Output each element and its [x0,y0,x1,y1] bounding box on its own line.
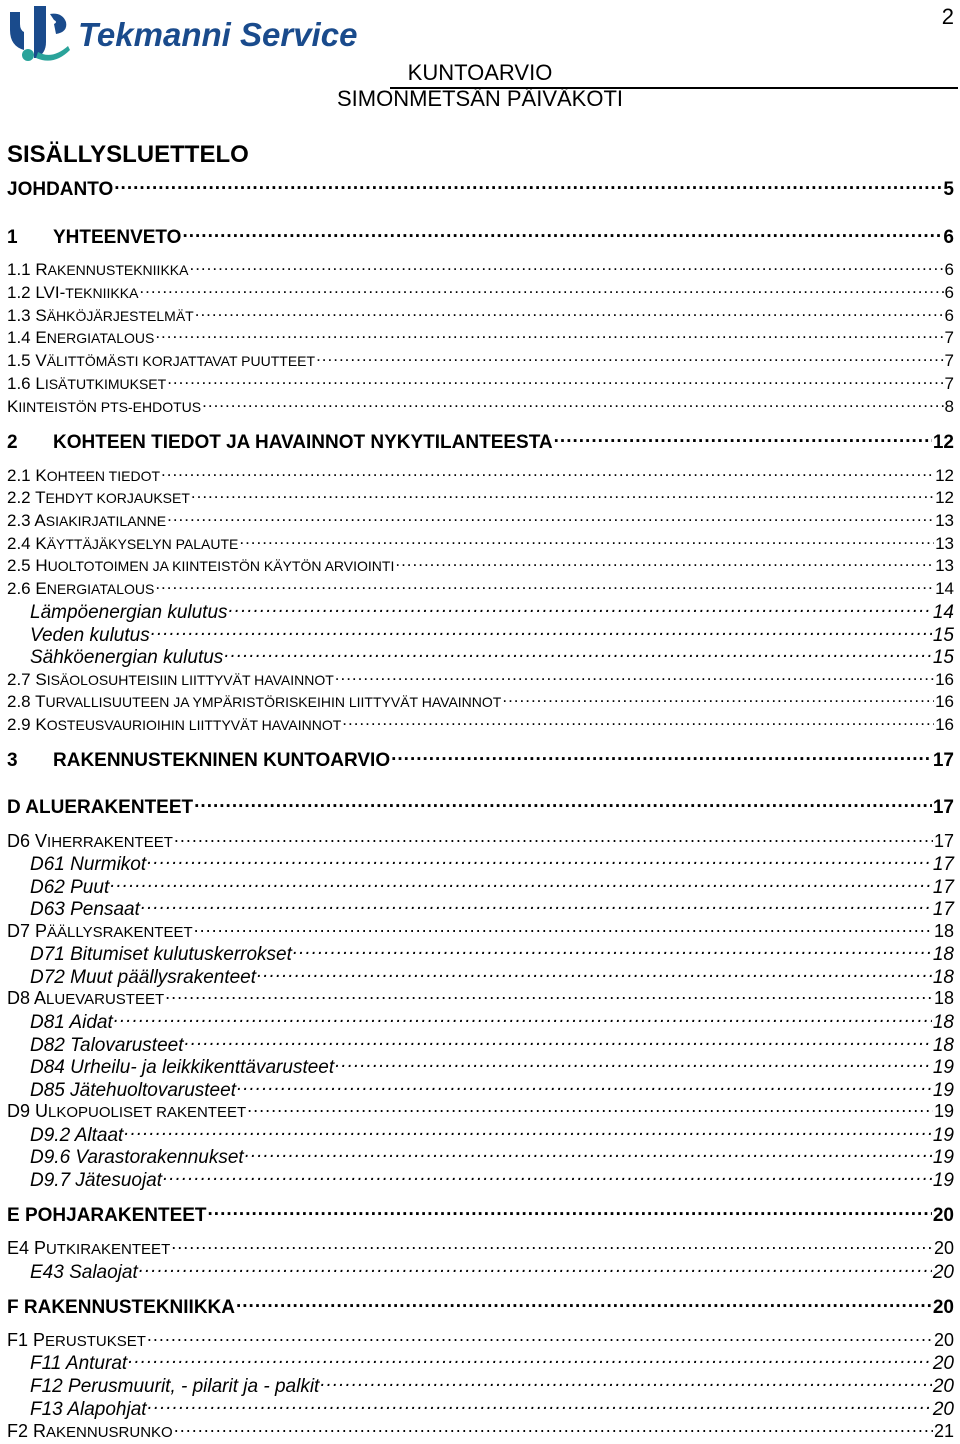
toc-leader-dots [155,326,943,343]
toc-entry-label [30,1147,244,1169]
toc-leader-dots [167,509,934,526]
toc-entry-text: D63 Pensaat [30,899,140,920]
toc-leader-dots [114,176,942,195]
toc-entry-label [7,750,390,772]
toc-entry-text: E [35,579,47,598]
toc-entry-text-smallcaps: OSTEUSVAURIOIHIN LIITTYVÄT HAVAINNOT [46,717,342,733]
toc-entry-label [30,1399,147,1421]
toc-entry-number: 1.3 [7,306,36,325]
toc-entry-text-smallcaps: ÄÄLLYSRAKENTEET [47,924,193,941]
toc-entry-text: KOHTEEN TIEDOT JA HAVAINNOT NYKYTILANTEESTA [53,432,553,453]
toc-entry-label [7,1421,173,1442]
toc-page-number: 16 [935,670,954,689]
toc-leader-dots [342,713,934,730]
toc-entry-text: A [34,988,47,1008]
toc-entry-label [30,944,292,966]
logo-text: Tekmanni Service [78,16,358,53]
toc-page-number: 20 [932,1205,954,1226]
toc-leader-dots [147,1328,933,1346]
toc-entry-text: F RAKENNUSTEKNIIKKA [7,1297,235,1318]
company-logo [6,2,366,64]
toc-entry-text-smallcaps: LKOPUOLISET RAKENTEET [48,1104,247,1121]
toc-entry-label [30,1012,113,1034]
toc-entry[interactable] [30,1396,954,1421]
toc-entry[interactable] [7,258,954,280]
toc-entry-text: D82 Talovarusteet [30,1035,184,1056]
toc-page-number: 20 [932,1262,954,1283]
toc-leader-dots [395,554,934,571]
toc-entry-text: P [34,1238,47,1258]
toc-entry[interactable] [7,986,954,1009]
toc-entry-number: 2.2 [7,488,36,507]
toc-entry[interactable] [30,1054,954,1079]
toc-entry-label [7,670,334,690]
toc-page-number: 7 [944,328,954,347]
toc-entry-text: H [35,556,48,575]
toc-entry[interactable] [7,176,954,201]
toc-page-number: 6 [944,260,954,279]
toc-entry-number: 1.2 [7,283,36,302]
toc-leader-dots [194,919,933,937]
toc-entry[interactable] [7,1099,954,1122]
toc-page-number: 12 [935,488,954,507]
toc-page-number: 19 [933,1101,954,1121]
toc-entry-text-smallcaps: ERUSTUKSET [45,1333,146,1350]
toc-entry[interactable] [7,486,954,508]
document-header [0,60,960,112]
toc-entry-text-smallcaps: AKENNUSRUNKO [46,1424,173,1441]
toc-page-number: 19 [932,1170,954,1191]
toc-leader-dots [174,829,933,847]
toc-page-number: 19 [932,1147,954,1168]
toc-entry-text: R [35,260,48,279]
toc-entry[interactable] [7,1328,954,1351]
document-subtitle: SIMONMETSÄN PÄIVÄKOTI [336,86,624,111]
toc-entry-label [30,1376,319,1398]
toc-entry[interactable] [30,851,954,876]
toc-leader-dots [148,1396,932,1415]
toc-leader-dots [195,304,944,321]
toc-page-number: 7 [944,351,954,370]
toc-leader-dots [245,1144,932,1163]
toc-entry-text: Sähköenergian kulutus [30,647,224,668]
toc-entry-label [7,306,194,326]
toc-entry[interactable] [30,644,954,669]
toc-entry-text-smallcaps: IINTEISTÖN PTS-EHDOTUS [18,399,202,415]
toc-entry-text: YHTEENVETO [53,227,182,248]
toc-entry-text: V [35,351,47,370]
toc-entry-text: F12 Perusmuurit, - pilarit ja - palkit [30,1376,320,1397]
toc-entry-text: P [35,921,48,941]
toc-entry-text: K [35,466,47,485]
toc-entry[interactable] [7,464,954,486]
toc-leader-dots [151,622,932,641]
toc-entry-label [7,579,154,599]
toc-entry[interactable] [7,349,954,371]
toc-entry-text: D9.7 Jätesuojat [30,1170,163,1191]
toc-entry[interactable] [7,304,954,326]
toc-entry-text-smallcaps: IHERRAKENTEET [47,834,173,851]
toc-entry-label [7,1205,207,1227]
toc-page-number: 18 [932,967,954,988]
toc-entry-number: 1.1 [7,260,36,279]
toc-entry-text: E43 Salaojat [30,1262,138,1283]
toc-leader-dots [155,577,934,594]
toc-entry-text: V [35,831,48,851]
toc-leader-dots [161,464,934,481]
toc-entry-label [30,899,140,921]
document-title: KUNTOARVIO [407,60,553,85]
toc-entry-text: D85 Jätehuoltovarusteet [30,1080,236,1101]
toc-page-number: 18 [933,988,954,1008]
toc-entry-number: 1.4 [7,328,36,347]
toc-entry-text: D81 Aidat [30,1012,113,1033]
toc-entry-number: 2.1 [7,466,36,485]
page-number: 2 [941,4,954,29]
toc-entry-number: 2 [7,432,18,453]
toc-entry-number: D6 [7,831,36,851]
toc-entry-text: D71 Bitumiset kulutuskerrokset [30,944,292,965]
toc-page-number: 6 [944,306,954,325]
toc-page-number: 16 [935,715,954,734]
toc-entry-text: E [35,328,47,347]
toc-entry[interactable] [7,1236,954,1259]
toc-entry-text-smallcaps: TEKNIIKKA [65,285,139,301]
toc-entry-text: D9.2 Altaat [30,1125,124,1146]
toc-entry-number: 1.5 [7,351,36,370]
toc-entry-label [7,988,164,1009]
toc-entry-label [30,1057,334,1079]
toc-entry-text: E POHJARAKENTEET [7,1205,207,1226]
toc-entry[interactable] [7,1294,954,1319]
toc-entry-text: S [35,670,47,689]
toc-page-number: 8 [944,397,954,416]
toc-leader-dots [139,281,943,298]
toc-entry-number: 2.9 [7,715,36,734]
toc-entry-label [30,602,228,624]
toc-leader-dots [335,1054,932,1073]
toc-entry-text-smallcaps: EHDYT KORJAUKSET [45,490,190,506]
toc-entry[interactable] [7,372,954,394]
toc-entry[interactable] [7,326,954,348]
toc-entry[interactable] [7,224,954,249]
toc-entry[interactable] [7,747,954,772]
toc-entry[interactable] [7,509,954,531]
toc-leader-dots [208,1202,932,1221]
toc-page-number: 20 [933,1330,954,1350]
toc-entry-number: 3 [7,750,18,771]
toc-entry-label [7,1297,235,1319]
toc-entry-number: 2.8 [7,692,36,711]
toc-page-number: 19 [932,1125,954,1146]
toc-entry-text: Lämpöenergian kulutus [30,602,228,623]
toc-entry-label [7,534,238,554]
toc-page-number: 17 [932,899,954,920]
toc-page-number: 14 [932,602,954,623]
toc-entry-number: 2.3 [7,511,35,530]
toc-entry-number: 1 [7,227,18,248]
toc-entry-number: 2.7 [7,670,36,689]
toc-leader-dots [114,1009,932,1028]
toc-page-number: 5 [943,179,954,200]
toc-entry-label [7,692,501,712]
toc-entry-number: 2.6 [7,579,36,598]
toc-entry[interactable] [7,429,954,454]
toc-entry-number: F2 [7,1421,34,1441]
toc-entry-label [7,328,154,348]
toc-entry-text: K [7,397,19,416]
toc-entry-text: F11 Anturat [30,1353,128,1374]
toc-page-number: 18 [932,1035,954,1056]
toc-entry-text: U [35,1101,49,1121]
toc-entry[interactable] [30,941,954,966]
toc-leader-dots [174,1419,933,1437]
toc-page-number: 17 [932,750,954,771]
toc-entry-text: Veden kulutus [30,625,150,646]
toc-entry-number: D9 [7,1101,36,1121]
toc-entry[interactable] [30,896,954,921]
toc-entry-text: F13 Alapohjat [30,1399,147,1420]
toc-leader-dots [237,1077,932,1096]
toc-leader-dots [236,1294,932,1313]
toc-leader-dots [316,349,943,366]
toc-entry-label [7,351,315,371]
toc-entry-number: D7 [7,921,36,941]
toc-entry-label [7,511,166,531]
toc-entry-label [7,797,193,819]
toc-entry[interactable] [7,554,954,576]
toc-entry-text-smallcaps: URVALLISUUTEEN JA YMPÄRISTÖRISKEIHIN LIITTYVÄT HAVAINNOT [45,694,502,710]
toc-leader-dots [167,372,943,389]
toc-entry-text: D61 Nurmikot [30,854,147,875]
toc-entry[interactable] [30,1350,954,1375]
toc-page-number: 13 [935,511,954,530]
toc-entry-number: D8 [7,988,35,1008]
toc-entry[interactable] [7,1202,954,1227]
toc-entry-text: RAKENNUSTEKNINEN KUNTOARVIO [53,750,391,771]
toc-entry-label [7,556,394,576]
toc-entry-text: P [33,1330,46,1350]
toc-page-number: 15 [932,647,954,668]
toc-leader-dots [257,964,932,983]
toc-entry-text-smallcaps: SIAKIRJATILANNE [45,513,167,529]
toc-page-number: 14 [935,579,954,598]
toc-entry-number: 1.6 [7,374,36,393]
toc-entry-label [7,921,193,942]
toc-page-number: 20 [932,1353,954,1374]
toc-entry[interactable] [7,577,954,599]
toc-entry-text-smallcaps: ÄYTTÄJÄKYSELYN PALAUTE [46,536,239,552]
toc-entry-label [7,397,201,417]
toc-leader-dots [194,794,932,813]
toc-leader-dots [182,224,942,243]
toc-page-number: 20 [933,1238,954,1258]
toc-leader-dots [163,1167,932,1186]
toc-entry-label [7,227,181,249]
toc-page-number: 21 [933,1421,954,1441]
toc-entry-text: D84 Urheilu- ja leikkikenttävarusteet [30,1057,335,1078]
toc-entry-text-smallcaps: AKENNUSTEKNIIKKA [47,262,189,278]
toc-page-number: 12 [932,432,954,453]
toc-entry-label [7,715,341,735]
toc-entry-text: JOHDANTO [7,179,114,200]
toc-entry-text: K [35,715,47,734]
toc-page-number: 17 [932,854,954,875]
toc-entry[interactable] [7,690,954,712]
toc-entry[interactable] [7,829,954,852]
toc-entry-label [30,854,146,876]
toc-leader-dots [502,690,934,707]
toc-entry-text: A [34,511,46,530]
toc-page-number: 12 [935,466,954,485]
toc-page-number: 16 [935,692,954,711]
toc-entry-text: D ALUERAKENTEET [7,797,194,818]
toc-leader-dots [335,668,934,685]
toc-leader-dots [189,258,943,275]
toc-page-number: 20 [932,1376,954,1397]
toc-entry-label [7,283,138,303]
toc-page-number: 13 [935,556,954,575]
toc-entry-text-smallcaps: UOLTOTOIMEN JA KIINTEISTÖN KÄYTÖN ARVIOINTI [47,558,395,574]
toc-leader-dots [229,599,932,618]
toc-entry-label [7,432,553,454]
toc-page-number: 17 [932,877,954,898]
toc-page-number: 7 [944,374,954,393]
toc-entry-label [30,1353,127,1375]
toc-entry-text-smallcaps: LUEVARUSTEET [46,991,165,1008]
toc-leader-dots [247,1099,933,1117]
toc-entry-label [7,260,188,280]
toc-entry-label [7,1238,170,1259]
toc-entry-label [30,647,223,669]
toc-entry[interactable] [7,1419,954,1442]
toc-entry[interactable] [7,395,954,417]
toc-page-number: 20 [932,1297,954,1318]
toc-entry-label [7,374,166,394]
toc-leader-dots [202,395,943,412]
toc-leader-dots [171,1236,933,1254]
toc-entry[interactable] [30,1167,954,1192]
toc-leader-dots [239,532,934,549]
toc-entry-text: K [35,534,47,553]
toc-entry-text-smallcaps: ISÄOLOSUHTEISIIN LIITTYVÄT HAVAINNOT [46,672,334,688]
toc-entry[interactable] [30,1009,954,1034]
toc-entry-text: D62 Puut [30,877,110,898]
toc-leader-dots [224,644,932,663]
toc-entry[interactable] [7,919,954,942]
toc-entry-label [7,831,173,852]
toc-leader-dots [554,429,932,448]
toc-leader-dots [185,1032,932,1051]
toc-entry[interactable] [30,1259,954,1284]
toc-leader-dots [320,1373,932,1392]
toc-page-number: 18 [933,921,954,941]
toc-entry[interactable] [30,599,954,624]
toc-entry-text: R [33,1421,47,1441]
toc-page-number: 17 [933,831,954,851]
toc-entry-label [7,1330,146,1351]
toc-entry-text: D72 Muut päällysrakenteet [30,967,257,988]
toc-entry-text-smallcaps: ÄHKÖJÄRJESTELMÄT [46,308,194,324]
toc-entry-label [30,1170,162,1192]
toc-page-number: 13 [935,534,954,553]
toc-page-number: 19 [932,1080,954,1101]
toc-leader-dots [165,986,933,1004]
toc-entry-text-smallcaps: UTKIRAKENTEET [46,1241,171,1258]
toc-page-number: 6 [944,283,954,302]
toc-entry-text: LVI- [35,283,66,302]
toc-entry-label [7,179,113,201]
toc-entry[interactable] [7,281,954,303]
toc-leader-dots [141,896,932,915]
toc-leader-dots [110,874,932,893]
toc-entry-text-smallcaps: OHTEEN TIEDOT [46,468,161,484]
toc-entry-text: T [35,488,46,507]
toc-leader-dots [124,1122,932,1141]
toc-page-number: 17 [932,797,954,818]
toc-entry-label [7,466,160,486]
toc-leader-dots [293,941,932,960]
toc-entry-text-smallcaps: ÄLITTÖMÄSTI KORJATTAVAT PUUTTEET [46,353,316,369]
toc-leader-dots [147,851,932,870]
toc-page-number: 15 [932,625,954,646]
toc-entry[interactable] [30,1144,954,1169]
toc-entry[interactable] [7,794,954,819]
toc-leader-dots [191,486,934,503]
toc-title: SISÄLLYSLUETTELO [7,141,249,168]
toc-entry-text-smallcaps: NERGIATALOUS [46,581,155,597]
header-divider [390,87,958,89]
toc-entry[interactable] [7,713,954,735]
toc-entry-text: D9.6 Varastorakennukset [30,1147,244,1168]
toc-entry[interactable] [7,532,954,554]
toc-leader-dots [139,1259,932,1278]
toc-entry-number: 2.4 [7,534,36,553]
toc-entry-number: 2.5 [7,556,36,575]
toc-entry-text-smallcaps: NERGIATALOUS [46,330,155,346]
toc-leader-dots [391,747,932,766]
toc-entry-text-smallcaps: ISÄTUTKIMUKSET [44,376,167,392]
toc-page-number: 18 [932,1012,954,1033]
toc-leader-dots [128,1350,932,1369]
toc-page-number: 20 [932,1399,954,1420]
toc-entry-label [30,1262,138,1284]
toc-entry-text: S [35,306,47,325]
toc-entry-number: E4 [7,1238,35,1258]
toc-page-number: 19 [932,1057,954,1078]
toc-entry-number: F1 [7,1330,34,1350]
toc-entry[interactable] [7,668,954,690]
toc-entry-text: L [35,374,45,393]
toc-page-number: 6 [943,227,954,248]
logo-mark-icon [6,2,366,64]
toc-entry-text: T [35,692,46,711]
toc-page-number: 18 [932,944,954,965]
toc-entry[interactable] [30,1373,954,1398]
toc-entry-label [7,1101,246,1122]
toc-entry-label [7,488,190,508]
